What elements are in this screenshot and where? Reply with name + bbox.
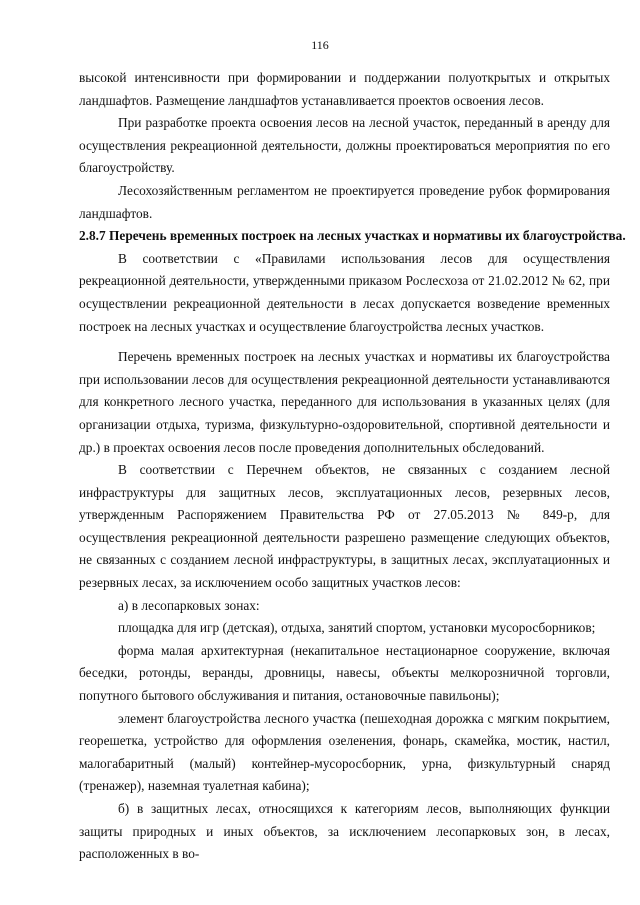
- section-heading-2-8-7: 2.8.7 Перечень временных построек на лесных участках и нормативы их благоустройства.: [79, 228, 626, 244]
- paragraph-rules-reference: В соответствии с «Правилами использования лесов для осуществления рекреационной деятельности, утвержденными приказом Рослесхоза от 21.02.2012 № 62, при осуществлении рекреационной деятельности в лесах допускается возведение временных построек на лесных участках и осуществление благоустройства лесных участков.: [79, 250, 610, 334]
- list-item-small-architecture: форма малая архитектурная (некапитальное нестационарное сооружение, включая беседки, ротонды, веранды, дровницы, навесы, объекты мелкорозничной торговли, попутного бытового обслуживания и питания, остановочные павильоны);: [79, 642, 610, 704]
- paragraph-government-order: В соответствии с Перечнем объектов, не связанных с созданием лесной инфраструктуры для защитных лесов, эксплуатационных лесов, резервных лесов, утвержденным Распоряжением Правительства РФ от 27.05.2013 № 849-р, для осуществления рекреационной деятельности разрешено размещение следующих объектов, не связанных с созданием лесной инфраструктуры, в защитных лесах, эксплуатационных и резервных лесах, за исключением особо защитных участков лесов:: [79, 462, 610, 591]
- list-item-improvement-element: элемент благоустройства лесного участка (пешеходная дорожка с мягким покрытием, георешетка, устройство для оформления озеленения, фонарь, скамейка, мостик, настил, малогабаритный (малый) контейнер-мусоросборник, урна, физкультурный снаряд (тренажер), наземная туалетная кабина);: [79, 710, 610, 794]
- page-number: 116: [311, 38, 329, 52]
- paragraph-building-list: Перечень временных построек на лесных участках и нормативы их благоустройства при использовании лесов для осуществления рекреационной деятельности устанавливаются для конкретного лесного участка, переданного для использования в указанных целях (для организации отдыха, туризма, физкультурно-оздоровительной, спортивной деятельности и др.) в проектах освоения лесов после проведения дополнительных обследований.: [79, 349, 610, 455]
- list-item-playground: площадка для игр (детская), отдыха, занятий спортом, установки мусоросборников;: [118, 620, 596, 636]
- paragraph-project-development: При разработке проекта освоения лесов на лесной участок, переданный в аренду для осуществления рекреационной деятельности, должны проектироваться мероприятия по его благоустройству.: [79, 115, 610, 176]
- list-item-a: а) в лесопарковых зонах:: [118, 597, 260, 613]
- paragraph-regulation-note: Лесохозяйственным регламентом не проектируется проведение рубок формирования ландшафтов.: [79, 182, 610, 221]
- list-item-b: б) в защитных лесах, относящихся к категориям лесов, выполняющих функции защиты природных и иных объектов, за исключением лесопарковых зон, в лесах, расположенных в во-: [79, 801, 610, 862]
- paragraph-landscape-intensity: высокой интенсивности при формировании и поддержании полуоткрытых и открытых ландшафтов. Размещение ландшафтов устанавливается проектов освоения лесов.: [79, 70, 610, 108]
- page-body: [79, 67, 626, 866]
